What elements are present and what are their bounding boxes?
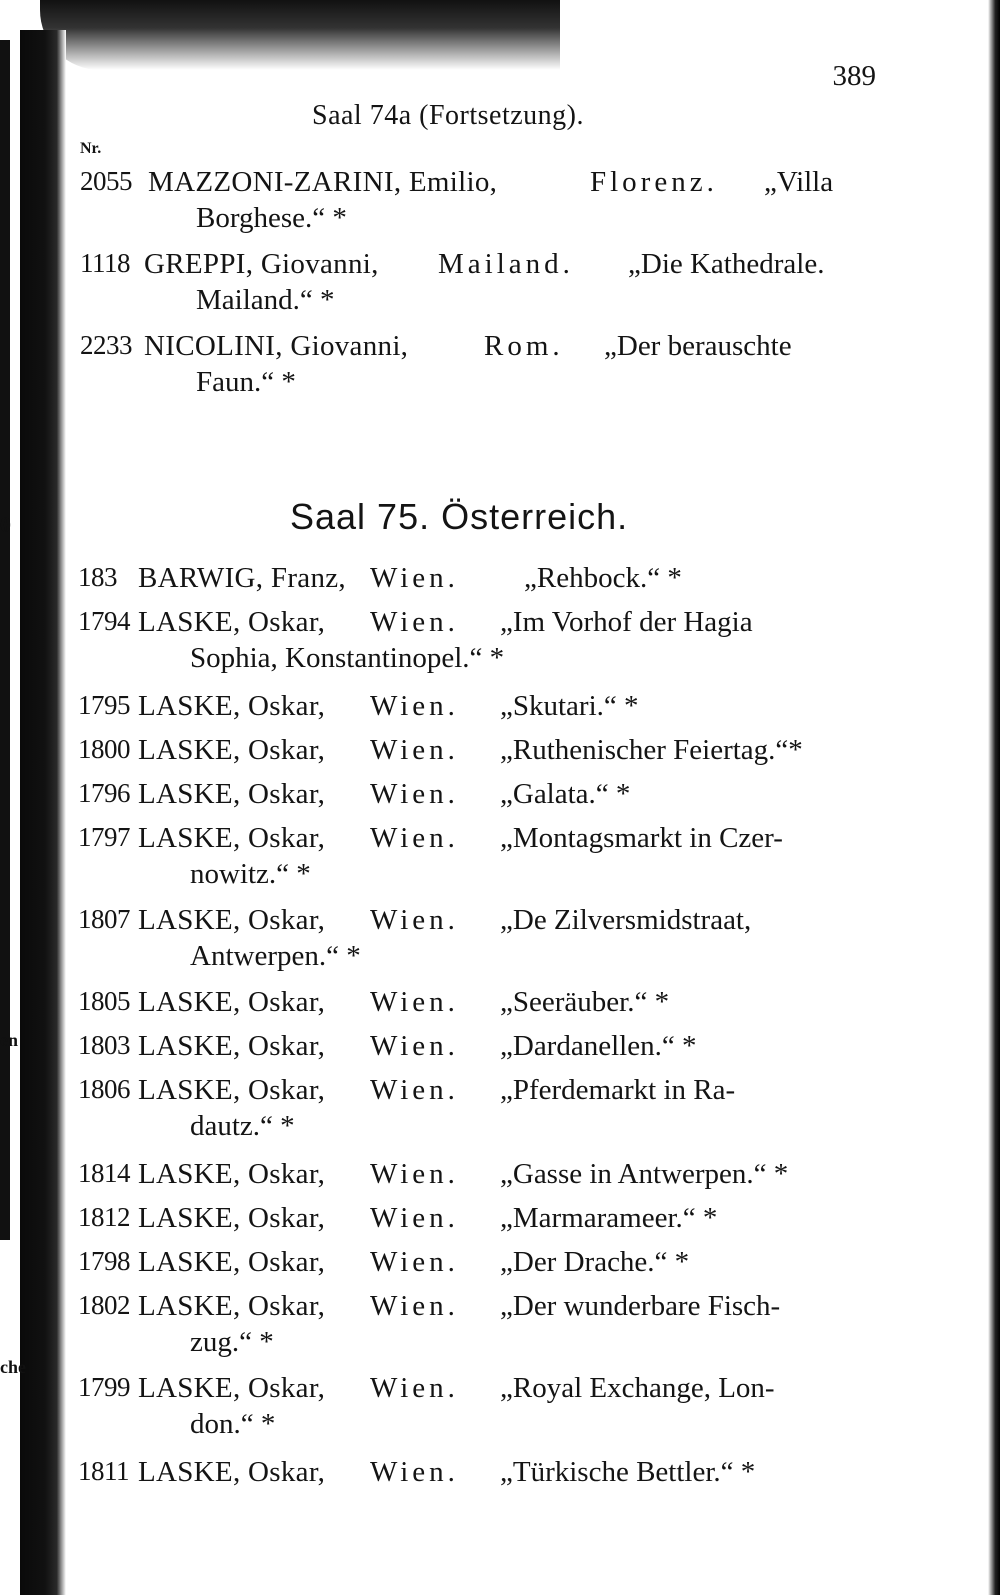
entry-artist: LASKE, Oskar, bbox=[138, 734, 326, 766]
margin-fragment: 0 bbox=[0, 512, 11, 537]
entry-number: 1802 bbox=[78, 1290, 130, 1320]
entry-title: „Der berauschte bbox=[604, 330, 792, 362]
entry-title: „Royal Exchange, Lon- bbox=[500, 1372, 775, 1404]
entry-title: „Pferdemarkt in Ra- bbox=[500, 1074, 736, 1106]
entry-title: „De Zilversmidstraat, bbox=[500, 904, 752, 936]
entry-city: Florenz. bbox=[590, 166, 718, 198]
entry-city: Rom. bbox=[484, 330, 564, 362]
entry-title-continued: dautz.“ * bbox=[190, 1110, 295, 1142]
entry-artist: LASKE, Oskar, bbox=[138, 986, 326, 1018]
entry-title: „Galata.“ * bbox=[500, 778, 631, 810]
entry-title: „Gasse in Antwerpen.“ * bbox=[500, 1158, 789, 1190]
entry-city: Wien. bbox=[370, 1246, 459, 1278]
entry-title: „Seeräuber.“ * bbox=[500, 986, 670, 1018]
entry-city: Wien. bbox=[370, 904, 459, 936]
entry-city: Mailand. bbox=[438, 248, 574, 280]
margin-fragment: che bbox=[0, 1357, 26, 1377]
entry-city: Wien. bbox=[370, 1202, 459, 1234]
entry-title-continued: don.“ * bbox=[190, 1408, 276, 1440]
nr-column-label: Nr. bbox=[80, 140, 102, 157]
entry-city: Wien. bbox=[370, 606, 459, 638]
entry-artist: LASKE, Oskar, bbox=[138, 1074, 326, 1106]
entry-number: 1800 bbox=[78, 734, 130, 764]
entry-title: „Ruthenischer Feiertag.“* bbox=[500, 734, 803, 766]
entry-number: 1807 bbox=[78, 904, 130, 934]
entry-number: 1796 bbox=[78, 778, 130, 808]
entry-city: Wien. bbox=[370, 1158, 459, 1190]
entry-title-continued: zug.“ * bbox=[190, 1326, 274, 1358]
entry-city: Wien. bbox=[370, 734, 459, 766]
entry-city: Wien. bbox=[370, 1030, 459, 1062]
entry-number: 1798 bbox=[78, 1246, 130, 1276]
entry-city: Wien. bbox=[370, 778, 459, 810]
entry-number: 1797 bbox=[78, 822, 130, 852]
book-spine bbox=[20, 30, 66, 1595]
entry-artist: NICOLINI, Giovanni, bbox=[144, 330, 409, 362]
section-heading-75: Saal 75. Österreich. bbox=[290, 496, 629, 537]
entry-title: „Skutari.“ * bbox=[500, 690, 639, 722]
entry-city: Wien. bbox=[370, 1456, 459, 1488]
entry-artist: LASKE, Oskar, bbox=[138, 690, 326, 722]
entry-city: Wien. bbox=[370, 1074, 459, 1106]
entry-number: 1814 bbox=[78, 1158, 130, 1188]
entry-number: 1806 bbox=[78, 1074, 130, 1104]
entry-artist: LASKE, Oskar, bbox=[138, 606, 326, 638]
entry-title: „Im Vorhof der Hagia bbox=[500, 606, 753, 638]
entry-title-continued: nowitz.“ * bbox=[190, 858, 311, 890]
entry-title: „Marmarameer.“ * bbox=[500, 1202, 718, 1234]
entry-city: Wien. bbox=[370, 690, 459, 722]
entry-artist: GREPPI, Giovanni, bbox=[144, 248, 379, 280]
entry-title: „Rehbock.“ * bbox=[524, 562, 682, 594]
entry-number: 1799 bbox=[78, 1372, 130, 1402]
entry-number: 1794 bbox=[78, 606, 130, 636]
entry-artist: LASKE, Oskar, bbox=[138, 1202, 326, 1234]
entry-title-continued: Borghese.“ * bbox=[196, 202, 347, 234]
entry-title: „Montagsmarkt in Czer- bbox=[500, 822, 783, 854]
entry-title-continued: Antwerpen.“ * bbox=[190, 940, 361, 972]
entry-city: Wien. bbox=[370, 986, 459, 1018]
entry-artist: LASKE, Oskar, bbox=[138, 1158, 326, 1190]
entry-title-continued: Faun.“ * bbox=[196, 366, 296, 398]
entry-artist: LASKE, Oskar, bbox=[138, 1372, 326, 1404]
entry-artist: LASKE, Oskar, bbox=[138, 1246, 326, 1278]
entry-artist: LASKE, Oskar, bbox=[138, 904, 326, 936]
entry-city: Wien. bbox=[370, 562, 459, 594]
left-page-edge bbox=[0, 40, 10, 1240]
entry-artist: LASKE, Oskar, bbox=[138, 778, 326, 810]
entry-title: „Villa bbox=[764, 166, 834, 198]
entry-number: 1805 bbox=[78, 986, 130, 1016]
entry-city: Wien. bbox=[370, 1290, 459, 1322]
margin-fragment: en bbox=[0, 1030, 18, 1050]
entry-artist: LASKE, Oskar, bbox=[138, 1290, 326, 1322]
entry-number: 1811 bbox=[78, 1456, 129, 1486]
entry-artist: LASKE, Oskar, bbox=[138, 1030, 326, 1062]
entry-number: 2055 bbox=[80, 166, 132, 196]
entry-artist: LASKE, Oskar, bbox=[138, 1456, 326, 1488]
entry-number: 1118 bbox=[80, 248, 130, 278]
page-number: 389 bbox=[832, 60, 876, 92]
entry-artist: LASKE, Oskar, bbox=[138, 822, 326, 854]
entry-title: „Der Drache.“ * bbox=[500, 1246, 690, 1278]
binding-shadow-top bbox=[40, 0, 560, 70]
entry-number: 2233 bbox=[80, 330, 132, 360]
entry-title: „Der wunderbare Fisch- bbox=[500, 1290, 781, 1322]
entry-number: 1803 bbox=[78, 1030, 130, 1060]
entry-title-continued: Mailand.“ * bbox=[196, 284, 335, 316]
entry-artist: MAZZONI-ZARINI, Emilio, bbox=[148, 166, 498, 198]
entry-title-continued: Sophia, Konstantinopel.“ * bbox=[190, 642, 505, 674]
entry-city: Wien. bbox=[370, 822, 459, 854]
entry-title: „Die Kathedrale. bbox=[628, 248, 825, 280]
entry-number: 183 bbox=[78, 562, 117, 592]
entry-number: 1795 bbox=[78, 690, 130, 720]
entry-title: „Türkische Bettler.“ * bbox=[500, 1456, 756, 1488]
entry-title: „Dardanellen.“ * bbox=[500, 1030, 697, 1062]
entry-number: 1812 bbox=[78, 1202, 130, 1232]
section-title-74a: Saal 74a (Fortsetzung). bbox=[312, 100, 584, 131]
entry-artist: BARWIG, Franz, bbox=[138, 562, 346, 594]
right-page-edge bbox=[988, 0, 1000, 1595]
entry-city: Wien. bbox=[370, 1372, 459, 1404]
